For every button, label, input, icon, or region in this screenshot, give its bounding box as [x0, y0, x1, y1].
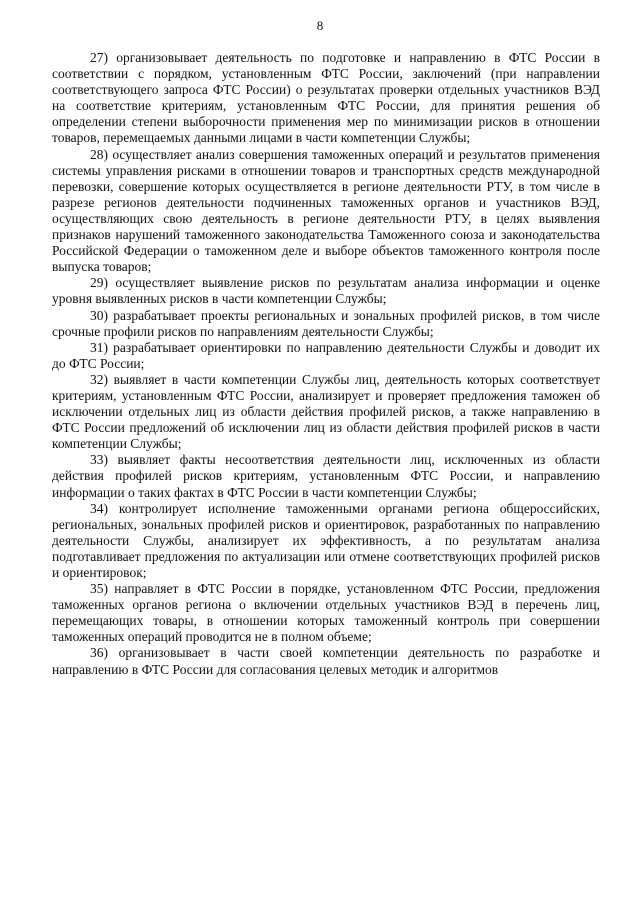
paragraph-35: 35) направляет в ФТС России в порядке, установленном ФТС России, предложения таможенных органов региона о включении отдельных участников ВЭД в перечень лиц, перемещающих товары, в отношении которых таможенный контроль при совершении таможенных операций проводится не в полном объеме; [52, 581, 600, 645]
paragraph-30: 30) разрабатывает проекты региональных и зональных профилей рисков, в том числе срочные профили рисков по направлениям деятельности Службы; [52, 307, 600, 339]
paragraph-28: 28) осуществляет анализ совершения таможенных операций и результатов применения системы управления рисками в отношении товаров и транспортных средств международной перевозки, совершение которых осуществляется в регионе деятельности РТУ, в том числе в разрезе регионов деятельности подчиненных таможенных органов и участников ВЭД, осуществляющих свою деятельность в регионе деятельности РТУ, в целях выявления признаков нарушений таможенного законодательства Таможенного союза и законодательства Российской Федерации о таможенном деле и выборе объектов таможенного контроля после выпуска товаров; [52, 146, 600, 275]
page-number: 8 [316, 18, 324, 33]
paragraph-34: 34) контролирует исполнение таможенными органами региона общероссийских, региональных, зональных профилей рисков и ориентировок, разработанных по направлению деятельности Службы, анализирует их эффективность, а по результатам анализа подготавливает предложения по актуализации или отмене соответствующих профилей рисков и ориентировок; [52, 500, 600, 580]
paragraph-32: 32) выявляет в части компетенции Службы лиц, деятельность которых соответствует критериям, установленным ФТС России, анализирует и проверяет предложения таможен об исключении отдельных лиц из области действия профилей рисков, а также направлению в ФТС России предложений об исключении лиц из области действия профилей рисков в части компетенции Службы; [52, 371, 600, 452]
paragraph-33: 33) выявляет факты несоответствия деятельности лиц, исключенных из области действия профилей рисков критериям, установленным ФТС России, и направлению информации о таких фактах в ФТС России в части компетенции Службы; [52, 452, 600, 500]
paragraph-29: 29) осуществляет выявление рисков по результатам анализа информации и оценке уровня выявленных рисков в части компетенции Службы; [52, 275, 600, 307]
document-body [52, 50, 600, 678]
paragraph-27: 27) организовывает деятельность по подготовке и направлению в ФТС России в соответствии с порядком, установленным ФТС России, заключений (при направлении соответствующего запроса ФТС России) о результатах проверки отдельных участников ВЭД на соответствие критериям, установленным ФТС России, для принятия решения об определении степени выборочности применения мер по минимизации рисков в отношении товаров, перемещаемых данными лицами в части компетенции Службы; [52, 50, 600, 146]
paragraph-31: 31) разрабатывает ориентировки по направлению деятельности Службы и доводит их до ФТС России; [52, 339, 600, 371]
paragraph-36: 36) организовывает в части своей компетенции деятельность по разработке и направлению в ФТС России для согласования целевых методик и алгоритмов [52, 645, 600, 677]
